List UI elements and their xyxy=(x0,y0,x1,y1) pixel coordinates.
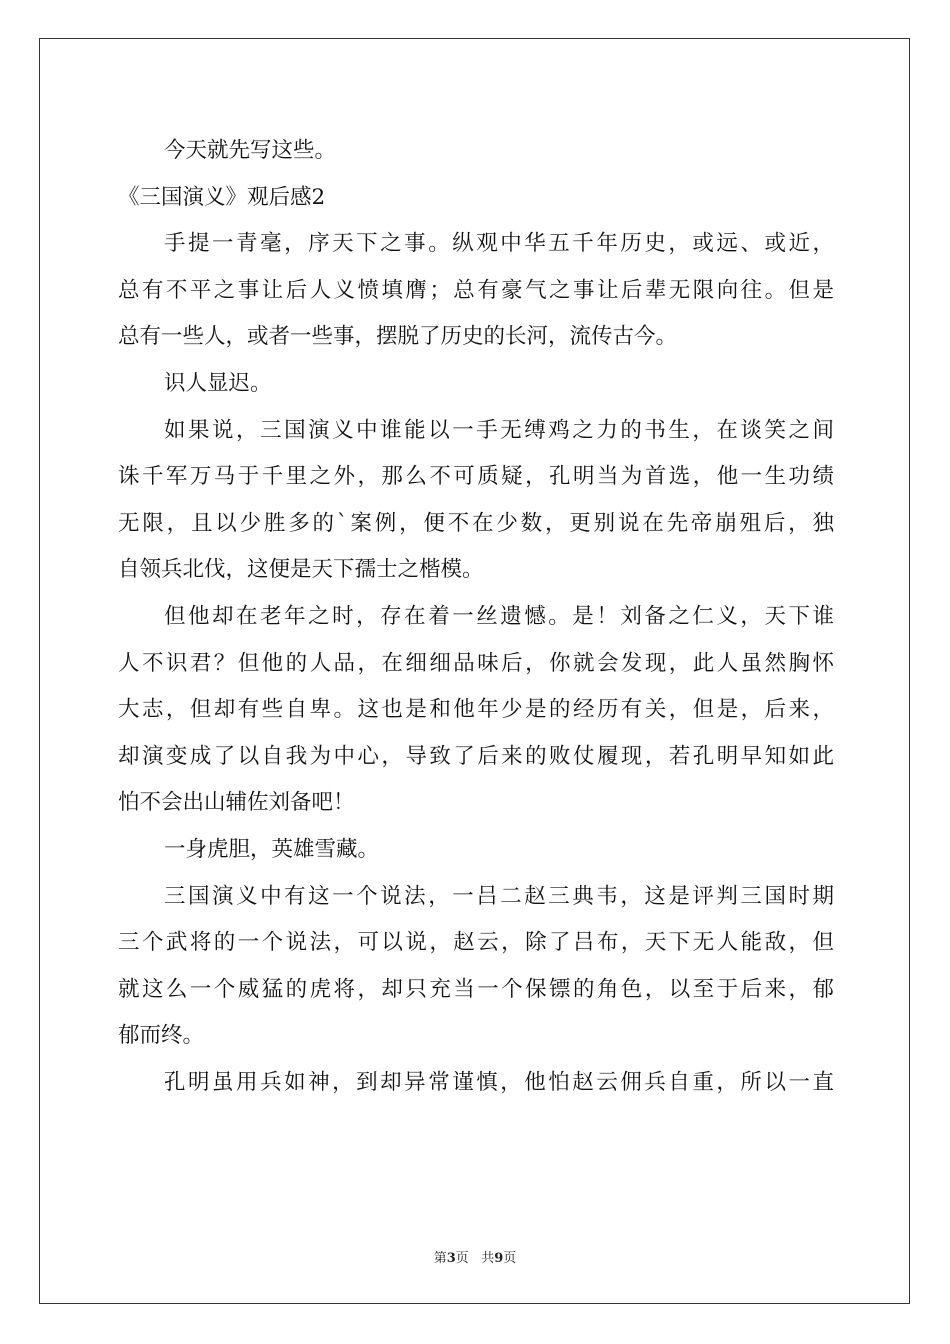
text-line: 今天就先写这些。 xyxy=(164,138,337,163)
text-line: 手提一青毫，序天下之事。纵观中华五千年历史，或远、或近， xyxy=(164,231,834,257)
text-line: 识人显迟。 xyxy=(164,370,272,396)
text-line: 怕不会出山辅佐刘备吧！ xyxy=(118,790,355,816)
text-line: 人不识君？但他的人品，在细细品味后，你就会发现，此人虽然胸怀 xyxy=(118,650,834,676)
text-line: 就这么一个威猛的虎将，却只充当一个保镖的角色，以至于后来，郁 xyxy=(118,976,834,1002)
text-line: 郁而终。 xyxy=(118,1023,205,1049)
text-line: 自领兵北伐，这便是天下孺士之楷模。 xyxy=(118,557,484,583)
current-page-number: 3 xyxy=(446,1251,456,1266)
text-line: 总有不平之事让后人义愤填膺；总有豪气之事让后辈无限向往。但是 xyxy=(118,277,834,303)
text-line: 如果说，三国演义中谁能以一手无缚鸡之力的书生，在谈笑之间 xyxy=(164,417,834,443)
text-line: 却演变成了以自我为中心，导致了后来的败仗履现，若孔明早知如此 xyxy=(118,743,834,769)
footer-prefix: 第 xyxy=(433,1251,447,1266)
footer-page-suffix: 页 xyxy=(455,1251,469,1266)
text-line: 《三国演义》观后感2 xyxy=(118,184,326,210)
text-line: 孔明虽用兵如神，到却异常谨慎，他怕赵云佣兵自重，所以一直 xyxy=(164,1069,834,1095)
text-line: 无限，且以少胜多的`案例，便不在少数，更别说在先帝崩殂后，独 xyxy=(118,510,834,536)
document-body xyxy=(118,128,834,1106)
text-line: 诛千军万马于千里之外，那么不可质疑，孔明当为首选，他一生功绩 xyxy=(118,464,834,490)
text-line: 总有一些人，或者一些事，摆脱了历史的长河，流传古今。 xyxy=(118,324,678,350)
footer-total-prefix: 共 xyxy=(481,1251,495,1266)
text-line: 三国演义中有这一个说法，一吕二赵三典韦，这是评判三国时期 xyxy=(164,883,834,909)
page-footer xyxy=(0,1247,950,1266)
total-page-count: 9 xyxy=(494,1251,504,1266)
text-line: 大志，但却有些自卑。这也是和他年少是的经历有关，但是，后来， xyxy=(118,697,834,723)
text-line: 三个武将的一个说法，可以说，赵云，除了吕布，天下无人能敌，但 xyxy=(118,930,834,956)
footer-total-suffix: 页 xyxy=(503,1251,517,1266)
text-line: 一身虎胆，英雄雪藏。 xyxy=(164,836,380,862)
text-line: 但他却在老年之时，存在着一丝遗憾。是！刘备之仁义，天下谁 xyxy=(164,603,834,629)
